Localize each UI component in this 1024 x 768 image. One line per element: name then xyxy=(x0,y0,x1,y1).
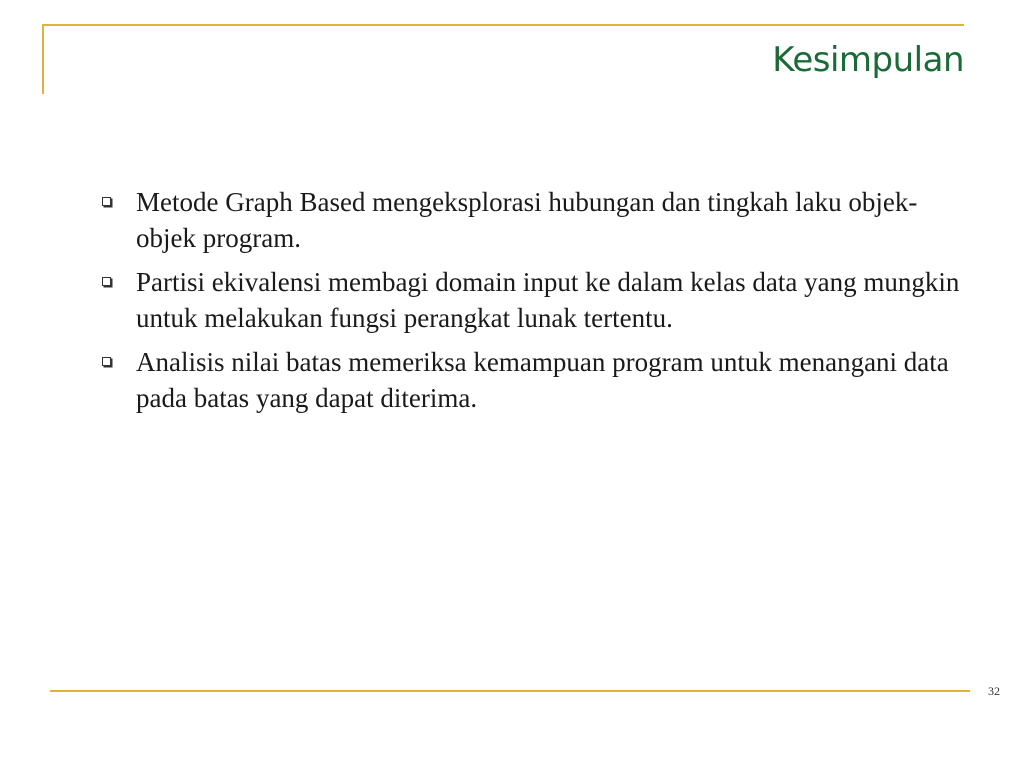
footer-line xyxy=(50,690,970,692)
top-border-line xyxy=(42,24,964,26)
left-border-line xyxy=(42,24,44,94)
square-bullet-icon xyxy=(102,197,111,206)
bullet-list xyxy=(98,184,968,424)
bullet-text: Metode Graph Based mengeksplorasi hubungan dan tingkah laku objek-objek program. xyxy=(136,187,918,253)
bullet-item xyxy=(98,264,968,336)
bullet-text: Analisis nilai batas memeriksa kemampuan program untuk menangani data pada batas yang dapat diterima. xyxy=(136,347,949,413)
bullet-item xyxy=(98,184,968,256)
bullet-text: Partisi ekivalensi membagi domain input ke dalam kelas data yang mungkin untuk melakukan fungsi perangkat lunak tertentu. xyxy=(136,267,960,333)
square-bullet-icon xyxy=(102,357,111,366)
page-number: 32 xyxy=(988,684,1000,698)
bullet-item xyxy=(98,344,968,416)
slide-title: Kesimpulan xyxy=(772,40,964,80)
square-bullet-icon xyxy=(102,277,111,286)
